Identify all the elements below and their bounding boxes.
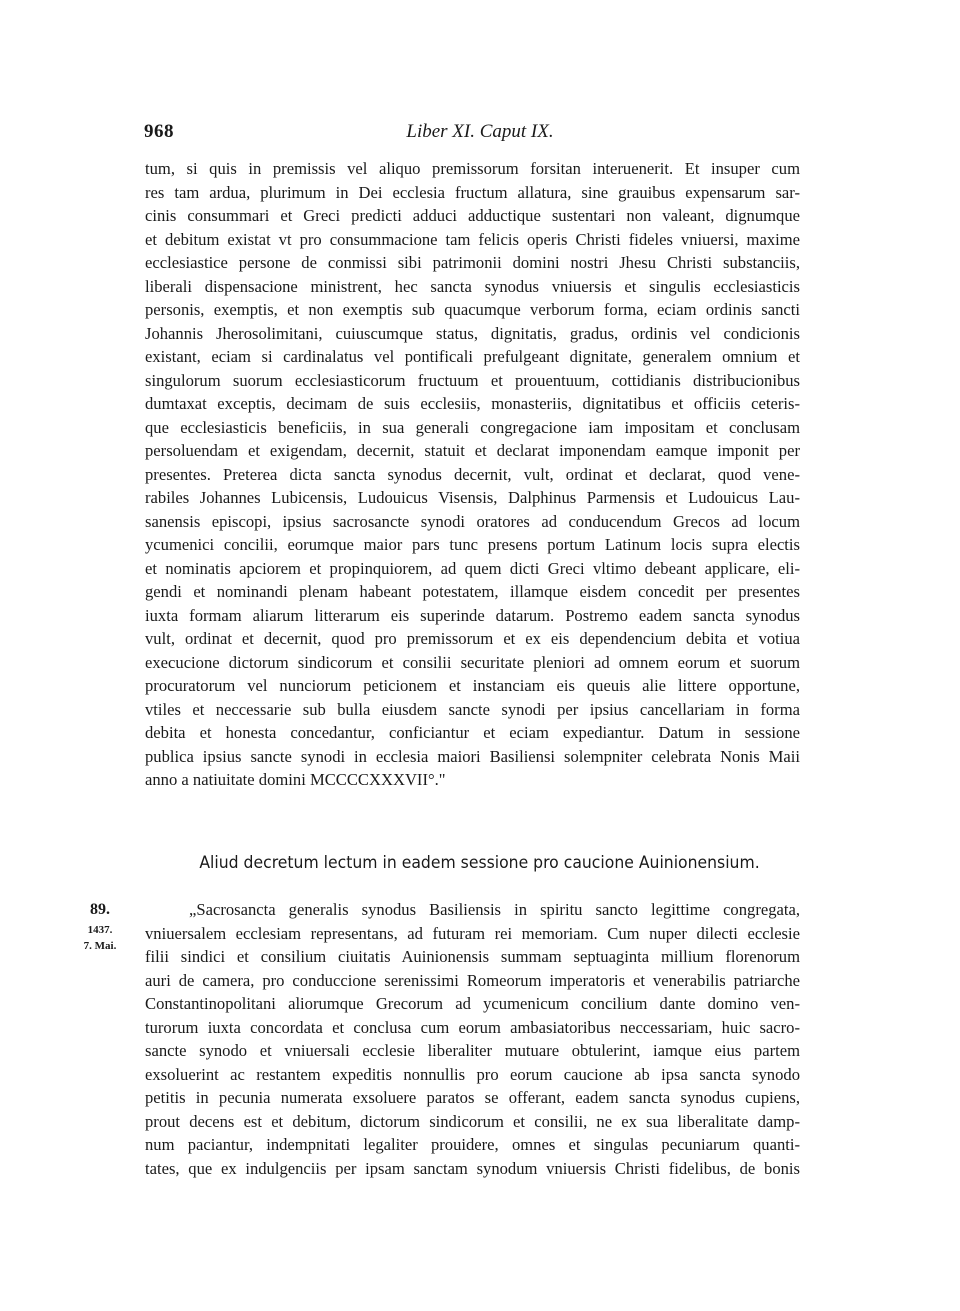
text-line: filii sindici et consilium ciuitatis Auinionensis summam septuaginta millium florenorum [145,947,800,966]
text-line: exsoluerint ac restantem expeditis nonnullis pro eorum caucione ab ipsa sancta synodo [145,1064,800,1084]
text-line: „Sacrosancta generalis synodus Basiliensis in spiritu sancto legittime congregata, [189,900,800,919]
text-line: cinis consummari et Greci predicti adduci adductique sustentari non valeant, dignumque [145,206,800,225]
text-line: res tam ardua, plurimum in Dei ecclesia fructum allatura, sine grauibus expensarum sar- [145,182,800,202]
body-text-block-1 [145,157,800,792]
text-line: ycumenici concilii, eorumque maior pars tunc presens portum Latinum locis supra electis [145,535,800,554]
text-line: procuratorum vel nunciorum peticionem et instanciam eis queuis alie littere opportune, [145,676,800,695]
text-line: existant, eciam si cardinalatus vel pontificali prefulgeant dignitate, generalem omnium et [145,347,800,366]
text-line: ecclesiastice persone de conmissi sibi patrimonii domini nostri Jhesu Christi substanciis, [145,253,800,272]
text-line: gendi et nominandi plenam habeant potestatem, illamque eisdem concedit per presentes [145,582,800,601]
text-line: execucione dictorum sindicorum et consilii securitate pleniori ad omnem eorum et suorum [145,652,800,672]
text-line: anno a natiuitate domini MCCCCXXXVII°." [145,770,446,789]
text-line: vtiles et neccessarie sub bulla eiusdem sancte synodi per ipsius cancellariam in forma [145,699,800,719]
body-text-block-2 [145,898,800,1180]
margin-document-number: 89. [90,901,110,918]
page-number: 968 [144,121,174,142]
text-line: petitis in pecunia numerata exsoluere paratos se offerant, eadem sancta synodus cupiens, [145,1088,800,1107]
text-line: dumtaxat exceptis, decimam de suis ecclesiis, monasteriis, dignitatibus et officiis ceteris- [145,394,800,413]
margin-date: 7. Mai. [83,940,117,952]
text-line: Constantinopolitani aliorumque Grecorum ad ycumenicum concilium dante domino ven- [145,994,800,1013]
text-line: persoluendam et exigendam, decernit, statuit et declarat imponendam eamque imponit per [145,441,800,460]
running-title: Liber XI. Caput IX. [406,121,554,142]
text-line: rabiles Johannes Lubicensis, Ludouicus Visensis, Dalphinus Parmensis et Ludouicus Lau- [145,488,800,507]
text-line: liberali dispensacione ministrent, hec sancta synodus vniuersis et singulis ecclesiasticis [145,276,800,296]
text-line: vniuersalem ecclesiam representans, ad futuram rei memoriam. Cum nuper dilecti ecclesie [145,923,800,943]
text-line: singulorum suorum ecclesiasticorum fructuum et prouentuum, cottidianis distribucionibus [145,370,800,390]
text-line: sanensis episcopi, ipsius sacrosancte synodi oratores ad conducendum Grecos ad locum [145,511,800,531]
text-line: vult, ordinat et decernit, quod pro premissorum et ex eis dependencium debita et votiua [145,629,800,648]
text-line: et debitum existat vt pro consummacione tam felicis operis Christi fideles vniuersi, maxime [145,229,800,249]
text-line: que ecclesiasticis beneficiis, in sua generali congregacione iam impositam et conclusam [145,417,800,437]
text-line: sancte synodo et vniuersali ecclesie liberaliter mutuare obtulerint, iamque eius partem [145,1041,800,1060]
text-line: publica ipsius sancte synodi in ecclesia maiori Basiliensi solempniter celebrata Nonis Maii [145,746,800,766]
text-line: tates, que ex indulgenciis per ipsam sanctam synodum vniuersis Christi fidelibus, de bonis [145,1158,800,1178]
text-line: turorum iuxta concordata et conclusa cum eorum ambasiatoribus neccessariam, huic sacro- [145,1017,800,1037]
text-line: prout decens est et debitum, dictorum sindicorum et consilii, ne ex sua liberalitate damp- [145,1111,800,1131]
margin-year: 1437. [87,924,113,936]
text-line: presentes. Preterea dicta sancta synodus decernit, vult, ordinat et declarat, quod vene- [145,464,800,484]
text-line: et nominatis apciorem et propinquiorem, ad quem dicti Greci vltimo debeant applicare, eli- [145,558,800,578]
text-line: auri de camera, pro conduccione serenissimi Romeorum imperatoris et venerabilis patriarche [145,970,800,990]
text-line: debita et honesta concedantur, conficiantur et eciam expediantur. Datum in sessione [145,723,800,742]
text-line: tum, si quis in premissis vel aliquo premissorum forsitan interuenerit. Et insuper cum [145,159,800,178]
section-heading: Aliud decretum lectum in eadem sessione pro caucione Auinionensium. [199,853,760,873]
text-line: Johannis Jherosolimitani, cuiuscumque status, dignitatis, gradus, ordinis vel condicionis [145,323,800,343]
text-line: num paciantur, indempnitati legaliter prouidere, omnes et singulas pecuniarum quanti- [145,1135,800,1154]
text-line: iuxta formam aliarum litterarum eis superinde datarum. Postremo eadem sancta synodus [145,605,800,625]
text-line: personis, exemptis, et non exemptis sub quacumque verborum forma, eciam ordinis sancti [145,300,800,319]
